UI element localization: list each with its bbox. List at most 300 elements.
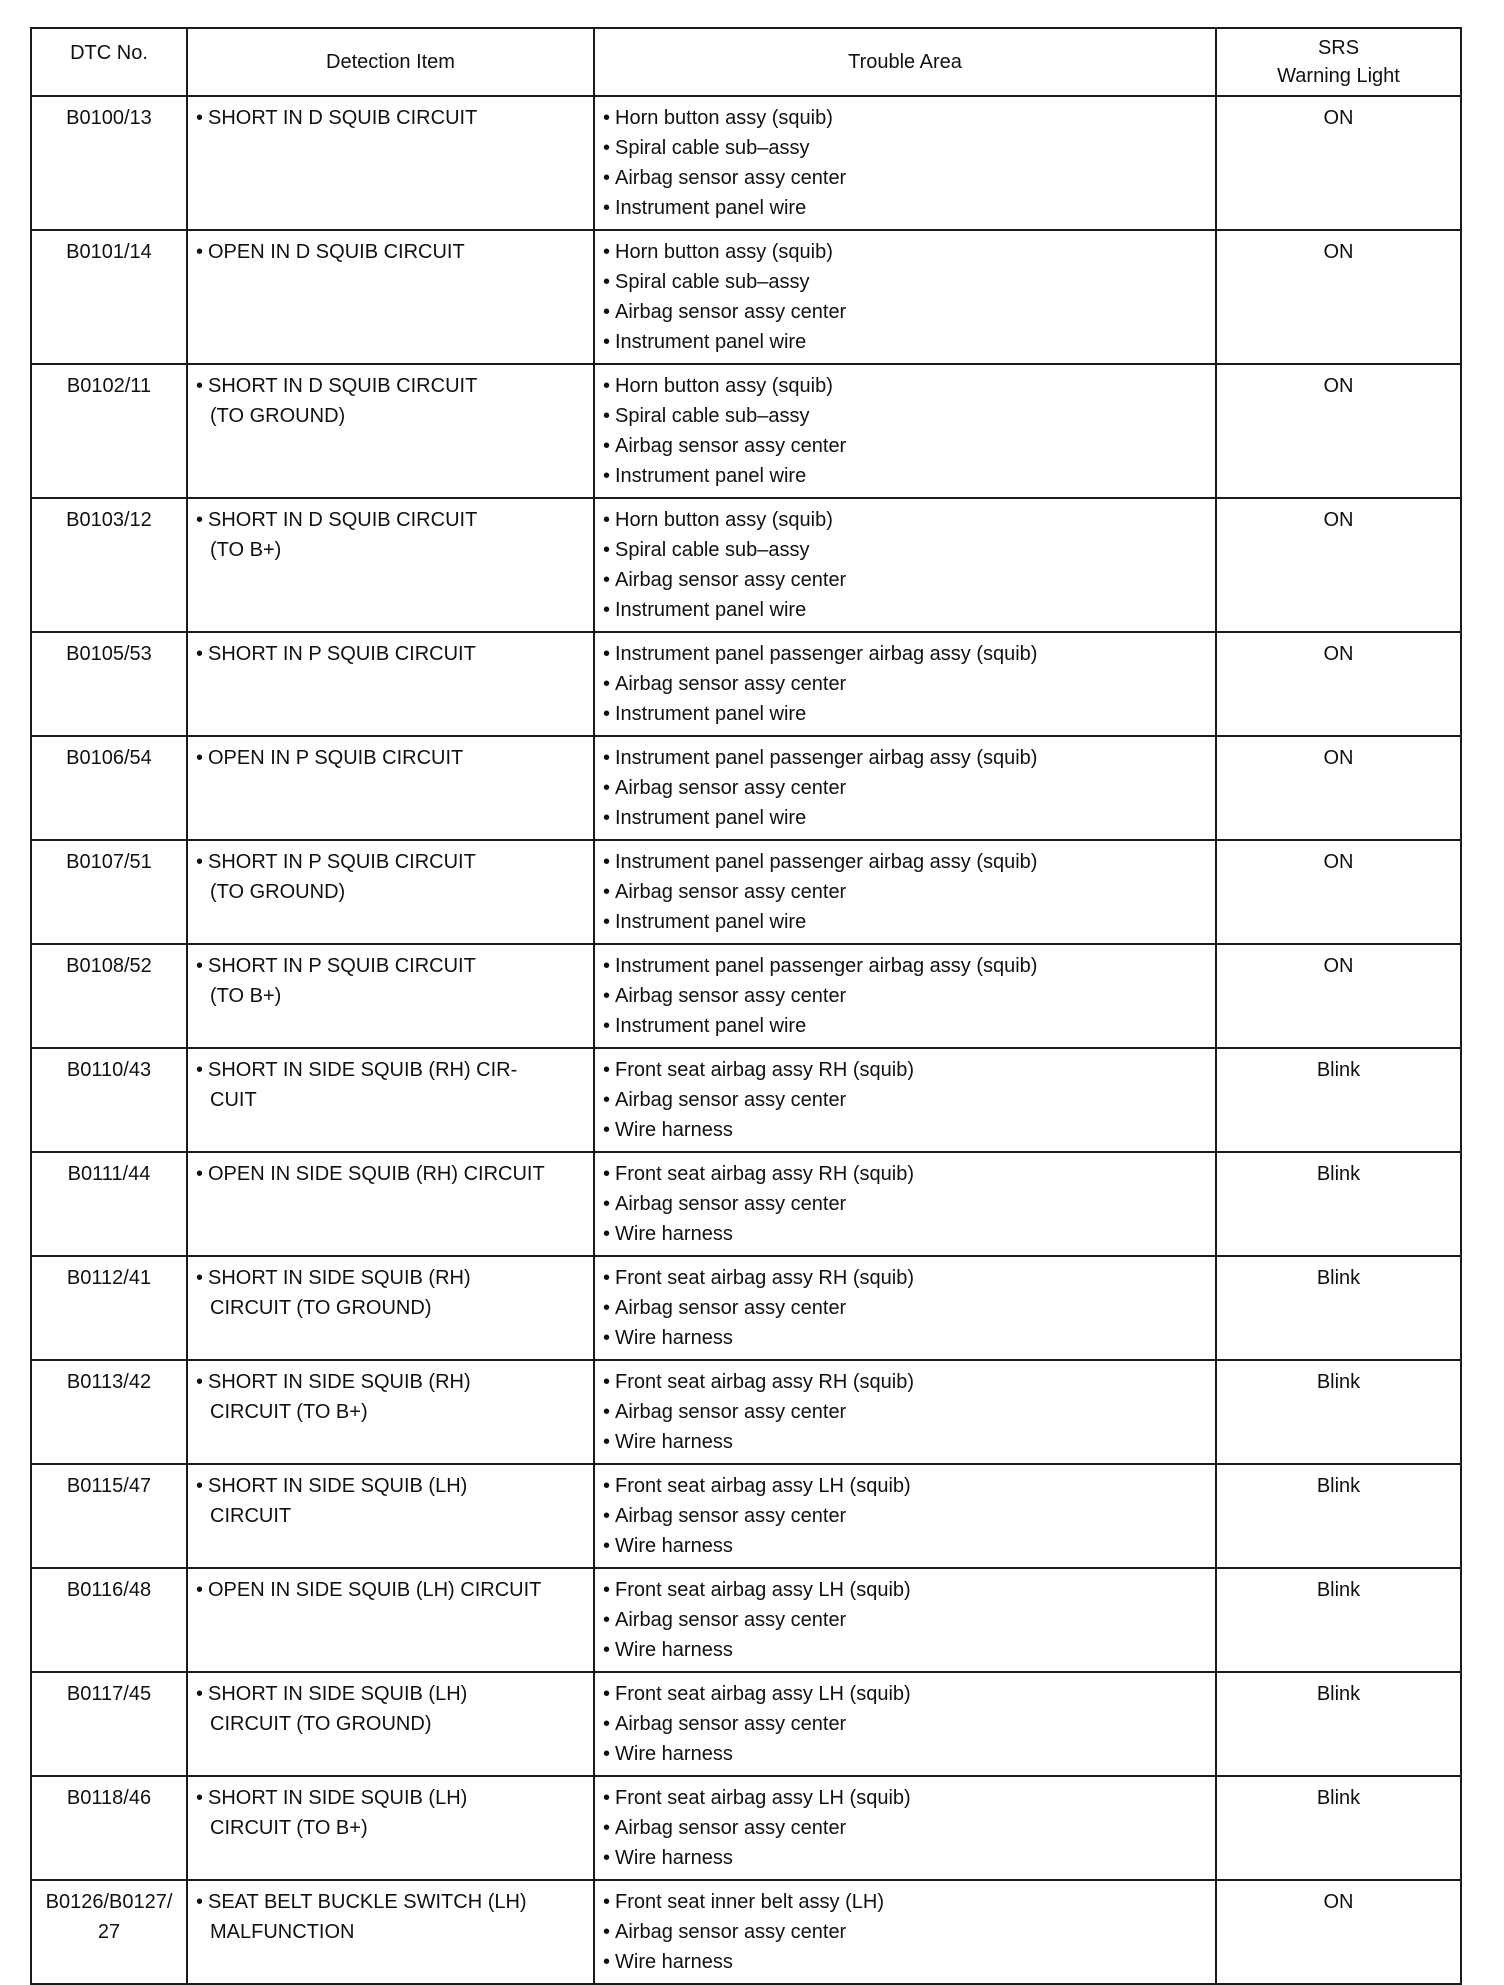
trouble-area-text: Front seat airbag assy LH (squib) — [615, 1683, 911, 1705]
detection-item-line — [196, 1575, 585, 1605]
table-row — [31, 1048, 1461, 1152]
srs-warning-light-status: ON — [1323, 643, 1354, 665]
dtc-code: B0101/14 — [66, 241, 152, 263]
bullet-icon: • — [603, 1327, 611, 1349]
trouble-area-cell — [594, 1464, 1216, 1568]
trouble-area-text: Airbag sensor assy center — [615, 1401, 847, 1423]
dtc-code: B0108/52 — [66, 955, 152, 977]
dtc-cell — [31, 1360, 187, 1464]
table-row — [31, 1880, 1461, 1984]
trouble-area-item — [603, 1635, 1207, 1665]
table-body — [31, 96, 1461, 1984]
detection-item-line — [196, 847, 585, 877]
detection-item-line — [196, 1055, 585, 1085]
detection-item-text: SHORT IN SIDE SQUIB (RH) CIR- — [208, 1059, 518, 1081]
detection-item-text: SHORT IN SIDE SQUIB (RH) — [208, 1371, 471, 1393]
trouble-area-text: Spiral cable sub–assy — [615, 271, 810, 293]
header-warning-light-label: Warning Light — [1277, 65, 1400, 87]
srs-warning-light-status: ON — [1323, 107, 1354, 129]
srs-warning-light-status: Blink — [1316, 1787, 1361, 1809]
trouble-area-item — [603, 1115, 1207, 1145]
bullet-icon: • — [603, 1119, 611, 1141]
trouble-area-text: Airbag sensor assy center — [615, 777, 847, 799]
bullet-icon: • — [603, 1817, 611, 1839]
detection-item-cell — [187, 1048, 594, 1152]
detection-item-line — [196, 371, 585, 401]
trouble-area-item — [603, 1709, 1207, 1739]
trouble-area-item — [603, 1813, 1207, 1843]
dtc-code: 27 — [97, 1921, 121, 1943]
trouble-area-item — [603, 535, 1207, 565]
header-trouble-area — [594, 28, 1216, 96]
detection-item-text: SHORT IN D SQUIB CIRCUIT — [208, 107, 478, 129]
detection-item-text: SHORT IN D SQUIB CIRCUIT — [208, 375, 478, 397]
trouble-area-text: Wire harness — [615, 1847, 733, 1869]
bullet-icon: • — [603, 1401, 611, 1423]
trouble-area-text: Airbag sensor assy center — [615, 1193, 847, 1215]
table-row — [31, 944, 1461, 1048]
detection-item-text: CIRCUIT (TO GROUND) — [210, 1713, 432, 1735]
table-row — [31, 498, 1461, 632]
trouble-area-item — [603, 565, 1207, 595]
trouble-area-item — [603, 1219, 1207, 1249]
dtc-code: B0118/46 — [66, 1787, 152, 1809]
detection-item-text: SHORT IN P SQUIB CIRCUIT — [208, 851, 476, 873]
srs-warning-light-cell — [1216, 840, 1461, 944]
table-row — [31, 364, 1461, 498]
bullet-icon: • — [603, 1579, 611, 1601]
detection-item-line — [196, 981, 585, 1011]
detection-item-line — [196, 535, 585, 565]
srs-warning-light-status: Blink — [1316, 1475, 1361, 1497]
trouble-area-text: Instrument panel passenger airbag assy (squib) — [615, 747, 1038, 769]
dtc-cell — [31, 230, 187, 364]
detection-item-line — [196, 877, 585, 907]
trouble-area-text: Airbag sensor assy center — [615, 435, 847, 457]
trouble-area-text: Spiral cable sub–assy — [615, 539, 810, 561]
detection-item-line — [196, 1159, 585, 1189]
detection-item-line — [196, 1397, 585, 1427]
trouble-area-text: Front seat inner belt assy (LH) — [615, 1891, 884, 1913]
trouble-area-text: Horn button assy (squib) — [615, 107, 833, 129]
detection-item-cell — [187, 840, 594, 944]
trouble-area-text: Airbag sensor assy center — [615, 1921, 847, 1943]
srs-warning-light-status: Blink — [1316, 1059, 1361, 1081]
trouble-area-item — [603, 267, 1207, 297]
trouble-area-text: Front seat airbag assy LH (squib) — [615, 1787, 911, 1809]
bullet-icon: • — [603, 1223, 611, 1245]
trouble-area-text: Wire harness — [615, 1639, 733, 1661]
bullet-icon: • — [603, 1787, 611, 1809]
trouble-area-text: Airbag sensor assy center — [615, 1505, 847, 1527]
trouble-area-item — [603, 669, 1207, 699]
table-row — [31, 736, 1461, 840]
dtc-code: B0110/43 — [66, 1059, 152, 1081]
header-detection-item-label: Detection Item — [326, 51, 455, 73]
trouble-area-item — [603, 907, 1207, 937]
trouble-area-text: Spiral cable sub–assy — [615, 405, 810, 427]
detection-item-cell — [187, 1776, 594, 1880]
trouble-area-item — [603, 1575, 1207, 1605]
bullet-icon: • — [196, 1683, 204, 1705]
detection-item-text: OPEN IN SIDE SQUIB (LH) CIRCUIT — [208, 1579, 542, 1601]
trouble-area-text: Front seat airbag assy RH (squib) — [615, 1059, 915, 1081]
trouble-area-text: Instrument panel passenger airbag assy (squib) — [615, 643, 1038, 665]
dtc-code: B0113/42 — [66, 1371, 152, 1393]
trouble-area-item — [603, 773, 1207, 803]
detection-item-cell — [187, 230, 594, 364]
trouble-area-item — [603, 461, 1207, 491]
bullet-icon: • — [196, 241, 204, 263]
trouble-area-text: Horn button assy (squib) — [615, 375, 833, 397]
trouble-area-cell — [594, 1256, 1216, 1360]
detection-item-line — [196, 1783, 585, 1813]
trouble-area-text: Airbag sensor assy center — [615, 1297, 847, 1319]
bullet-icon: • — [603, 1951, 611, 1973]
bullet-icon: • — [603, 851, 611, 873]
dtc-cell — [31, 498, 187, 632]
trouble-area-text: Instrument panel wire — [615, 599, 807, 621]
bullet-icon: • — [603, 1609, 611, 1631]
table-row — [31, 840, 1461, 944]
header-dtc-no — [31, 28, 187, 96]
trouble-area-item — [603, 1397, 1207, 1427]
srs-warning-light-cell — [1216, 944, 1461, 1048]
detection-item-text: CIRCUIT — [210, 1505, 292, 1527]
detection-item-text: MALFUNCTION — [210, 1921, 355, 1943]
bullet-icon: • — [603, 539, 611, 561]
header-srs-label: SRS — [1317, 37, 1360, 59]
bullet-icon: • — [196, 747, 204, 769]
detection-item-line — [196, 103, 585, 133]
trouble-area-item — [603, 1783, 1207, 1813]
trouble-area-item — [603, 1055, 1207, 1085]
trouble-area-text: Front seat airbag assy LH (squib) — [615, 1579, 911, 1601]
bullet-icon: • — [196, 1787, 204, 1809]
trouble-area-item — [603, 639, 1207, 669]
detection-item-text: OPEN IN SIDE SQUIB (RH) CIRCUIT — [208, 1163, 545, 1185]
srs-warning-light-cell — [1216, 1464, 1461, 1568]
detection-item-text: SHORT IN P SQUIB CIRCUIT — [208, 643, 476, 665]
dtc-cell — [31, 1776, 187, 1880]
table-row — [31, 230, 1461, 364]
trouble-area-text: Instrument panel wire — [615, 331, 807, 353]
bullet-icon: • — [603, 435, 611, 457]
trouble-area-item — [603, 327, 1207, 357]
trouble-area-text: Instrument panel wire — [615, 911, 807, 933]
bullet-icon: • — [603, 107, 611, 129]
detection-item-line — [196, 1293, 585, 1323]
trouble-area-item — [603, 1679, 1207, 1709]
detection-item-line — [196, 1709, 585, 1739]
bullet-icon: • — [603, 271, 611, 293]
dtc-code: B0116/48 — [66, 1579, 152, 1601]
trouble-area-text: Airbag sensor assy center — [615, 881, 847, 903]
bullet-icon: • — [603, 1193, 611, 1215]
bullet-icon: • — [603, 955, 611, 977]
trouble-area-item — [603, 193, 1207, 223]
detection-item-line — [196, 951, 585, 981]
dtc-cell — [31, 1256, 187, 1360]
bullet-icon: • — [603, 569, 611, 591]
detection-item-cell — [187, 632, 594, 736]
trouble-area-item — [603, 1843, 1207, 1873]
srs-warning-light-cell — [1216, 1568, 1461, 1672]
trouble-area-cell — [594, 736, 1216, 840]
trouble-area-item — [603, 1085, 1207, 1115]
srs-warning-light-status: ON — [1323, 1891, 1354, 1913]
bullet-icon: • — [603, 807, 611, 829]
trouble-area-item — [603, 371, 1207, 401]
srs-warning-light-cell — [1216, 1880, 1461, 1984]
srs-warning-light-status: ON — [1323, 241, 1354, 263]
trouble-area-item — [603, 743, 1207, 773]
dtc-code: B0100/13 — [66, 107, 152, 129]
detection-item-cell — [187, 1360, 594, 1464]
detection-item-text: (TO B+) — [210, 985, 282, 1007]
detection-item-line — [196, 1501, 585, 1531]
dtc-cell — [31, 736, 187, 840]
detection-item-cell — [187, 498, 594, 632]
bullet-icon: • — [603, 1297, 611, 1319]
bullet-icon: • — [603, 881, 611, 903]
dtc-cell — [31, 944, 187, 1048]
trouble-area-cell — [594, 96, 1216, 230]
bullet-icon: • — [603, 509, 611, 531]
detection-item-cell — [187, 944, 594, 1048]
bullet-icon: • — [196, 851, 204, 873]
header-trouble-area-label: Trouble Area — [848, 51, 962, 73]
trouble-area-text: Instrument panel wire — [615, 465, 807, 487]
trouble-area-item — [603, 431, 1207, 461]
trouble-area-item — [603, 1189, 1207, 1219]
detection-item-line — [196, 1471, 585, 1501]
detection-item-text: SHORT IN D SQUIB CIRCUIT — [208, 509, 478, 531]
trouble-area-text: Front seat airbag assy RH (squib) — [615, 1267, 915, 1289]
srs-warning-light-status: ON — [1323, 375, 1354, 397]
srs-warning-light-status: Blink — [1316, 1371, 1361, 1393]
detection-item-line — [196, 237, 585, 267]
dtc-cell — [31, 1672, 187, 1776]
trouble-area-cell — [594, 840, 1216, 944]
trouble-area-item — [603, 699, 1207, 729]
detection-item-text: CIRCUIT (TO B+) — [210, 1401, 368, 1423]
trouble-area-item — [603, 1471, 1207, 1501]
srs-warning-light-cell — [1216, 230, 1461, 364]
bullet-icon: • — [196, 1059, 204, 1081]
detection-item-line — [196, 401, 585, 431]
bullet-icon: • — [603, 1267, 611, 1289]
bullet-icon: • — [196, 1475, 204, 1497]
trouble-area-item — [603, 163, 1207, 193]
bullet-icon: • — [196, 509, 204, 531]
bullet-icon: • — [603, 985, 611, 1007]
dtc-code: B0106/54 — [66, 747, 152, 769]
bullet-icon: • — [196, 1579, 204, 1601]
header-dtc-no-label: DTC No. — [70, 42, 148, 64]
trouble-area-text: Instrument panel passenger airbag assy (squib) — [615, 955, 1038, 977]
bullet-icon: • — [603, 375, 611, 397]
trouble-area-item — [603, 1887, 1207, 1917]
trouble-area-item — [603, 1367, 1207, 1397]
trouble-area-text: Spiral cable sub–assy — [615, 137, 810, 159]
trouble-area-text: Airbag sensor assy center — [615, 985, 847, 1007]
trouble-area-item — [603, 1605, 1207, 1635]
detection-item-text: (TO B+) — [210, 539, 282, 561]
bullet-icon: • — [196, 1267, 204, 1289]
trouble-area-item — [603, 505, 1207, 535]
srs-warning-light-status: ON — [1323, 851, 1354, 873]
trouble-area-cell — [594, 230, 1216, 364]
trouble-area-text: Horn button assy (squib) — [615, 509, 833, 531]
bullet-icon: • — [603, 1163, 611, 1185]
bullet-icon: • — [603, 331, 611, 353]
trouble-area-item — [603, 1739, 1207, 1769]
bullet-icon: • — [603, 777, 611, 799]
bullet-icon: • — [603, 599, 611, 621]
trouble-area-item — [603, 1947, 1207, 1977]
trouble-area-cell — [594, 1880, 1216, 1984]
table-row — [31, 1152, 1461, 1256]
bullet-icon: • — [603, 197, 611, 219]
table-row — [31, 1672, 1461, 1776]
srs-warning-light-status: ON — [1323, 747, 1354, 769]
trouble-area-text: Front seat airbag assy RH (squib) — [615, 1163, 915, 1185]
dtc-code: B0126/B0127/ — [45, 1891, 173, 1913]
bullet-icon: • — [603, 301, 611, 323]
detection-item-text: SHORT IN SIDE SQUIB (LH) — [208, 1787, 468, 1809]
detection-item-cell — [187, 1152, 594, 1256]
trouble-area-text: Instrument panel passenger airbag assy (squib) — [615, 851, 1038, 873]
srs-warning-light-cell — [1216, 1360, 1461, 1464]
dtc-code: B0111/44 — [67, 1163, 151, 1185]
trouble-area-item — [603, 803, 1207, 833]
trouble-area-text: Airbag sensor assy center — [615, 1817, 847, 1839]
trouble-area-text: Airbag sensor assy center — [615, 1713, 847, 1735]
bullet-icon: • — [603, 1743, 611, 1765]
bullet-icon: • — [603, 911, 611, 933]
dtc-code: B0117/45 — [66, 1683, 152, 1705]
detection-item-text: SEAT BELT BUCKLE SWITCH (LH) — [208, 1891, 527, 1913]
bullet-icon: • — [603, 465, 611, 487]
srs-warning-light-cell — [1216, 1152, 1461, 1256]
detection-item-line — [196, 1367, 585, 1397]
detection-item-text: SHORT IN P SQUIB CIRCUIT — [208, 955, 476, 977]
detection-item-cell — [187, 1464, 594, 1568]
trouble-area-cell — [594, 944, 1216, 1048]
trouble-area-text: Airbag sensor assy center — [615, 1609, 847, 1631]
bullet-icon: • — [603, 405, 611, 427]
dtc-code: B0102/11 — [66, 375, 152, 397]
srs-warning-light-status: ON — [1323, 955, 1354, 977]
detection-item-line — [196, 1263, 585, 1293]
dtc-code: B0105/53 — [66, 643, 152, 665]
srs-warning-light-cell — [1216, 364, 1461, 498]
trouble-area-text: Instrument panel wire — [615, 703, 807, 725]
bullet-icon: • — [603, 1505, 611, 1527]
detection-item-cell — [187, 736, 594, 840]
trouble-area-text: Airbag sensor assy center — [615, 301, 847, 323]
dtc-cell — [31, 1464, 187, 1568]
trouble-area-item — [603, 237, 1207, 267]
dtc-code: B0115/47 — [66, 1475, 152, 1497]
trouble-area-item — [603, 1293, 1207, 1323]
detection-item-line — [196, 639, 585, 669]
trouble-area-cell — [594, 1776, 1216, 1880]
trouble-area-text: Wire harness — [615, 1223, 733, 1245]
bullet-icon: • — [603, 1089, 611, 1111]
srs-warning-light-cell — [1216, 736, 1461, 840]
srs-warning-light-status: Blink — [1316, 1579, 1361, 1601]
srs-warning-light-status: Blink — [1316, 1267, 1361, 1289]
trouble-area-item — [603, 1917, 1207, 1947]
detection-item-text: CIRCUIT (TO GROUND) — [210, 1297, 432, 1319]
dtc-cell — [31, 1048, 187, 1152]
table-row — [31, 1256, 1461, 1360]
trouble-area-item — [603, 877, 1207, 907]
bullet-icon: • — [603, 167, 611, 189]
trouble-area-text: Front seat airbag assy RH (squib) — [615, 1371, 915, 1393]
detection-item-line — [196, 743, 585, 773]
trouble-area-item — [603, 103, 1207, 133]
srs-warning-light-cell — [1216, 1672, 1461, 1776]
detection-item-cell — [187, 1256, 594, 1360]
trouble-area-text: Airbag sensor assy center — [615, 569, 847, 591]
trouble-area-text: Wire harness — [615, 1327, 733, 1349]
trouble-area-text: Airbag sensor assy center — [615, 673, 847, 695]
detection-item-cell — [187, 96, 594, 230]
bullet-icon: • — [603, 1713, 611, 1735]
bullet-icon: • — [196, 107, 204, 129]
bullet-icon: • — [603, 1639, 611, 1661]
detection-item-text: CIRCUIT (TO B+) — [210, 1817, 368, 1839]
dtc-cell — [31, 840, 187, 944]
dtc-cell — [31, 96, 187, 230]
detection-item-text: OPEN IN D SQUIB CIRCUIT — [208, 241, 465, 263]
table-row — [31, 1568, 1461, 1672]
trouble-area-item — [603, 1427, 1207, 1457]
trouble-area-cell — [594, 1048, 1216, 1152]
dtc-code: B0103/12 — [66, 509, 152, 531]
detection-item-line — [196, 505, 585, 535]
trouble-area-text: Wire harness — [615, 1951, 733, 1973]
trouble-area-item — [603, 1011, 1207, 1041]
table-row — [31, 1360, 1461, 1464]
bullet-icon: • — [603, 747, 611, 769]
detection-item-cell — [187, 364, 594, 498]
bullet-icon: • — [603, 673, 611, 695]
trouble-area-cell — [594, 364, 1216, 498]
header-detection-item — [187, 28, 594, 96]
detection-item-text: SHORT IN SIDE SQUIB (RH) — [208, 1267, 471, 1289]
detection-item-line — [196, 1085, 585, 1115]
trouble-area-text: Wire harness — [615, 1119, 733, 1141]
trouble-area-item — [603, 401, 1207, 431]
srs-warning-light-cell — [1216, 96, 1461, 230]
trouble-area-text: Airbag sensor assy center — [615, 1089, 847, 1111]
trouble-area-item — [603, 297, 1207, 327]
dtc-table — [30, 27, 1462, 1985]
bullet-icon: • — [603, 1371, 611, 1393]
detection-item-text: OPEN IN P SQUIB CIRCUIT — [208, 747, 464, 769]
detection-item-cell — [187, 1672, 594, 1776]
detection-item-cell — [187, 1568, 594, 1672]
trouble-area-item — [603, 133, 1207, 163]
detection-item-line — [196, 1679, 585, 1709]
dtc-code: B0107/51 — [66, 851, 152, 873]
trouble-area-item — [603, 1159, 1207, 1189]
bullet-icon: • — [603, 1921, 611, 1943]
